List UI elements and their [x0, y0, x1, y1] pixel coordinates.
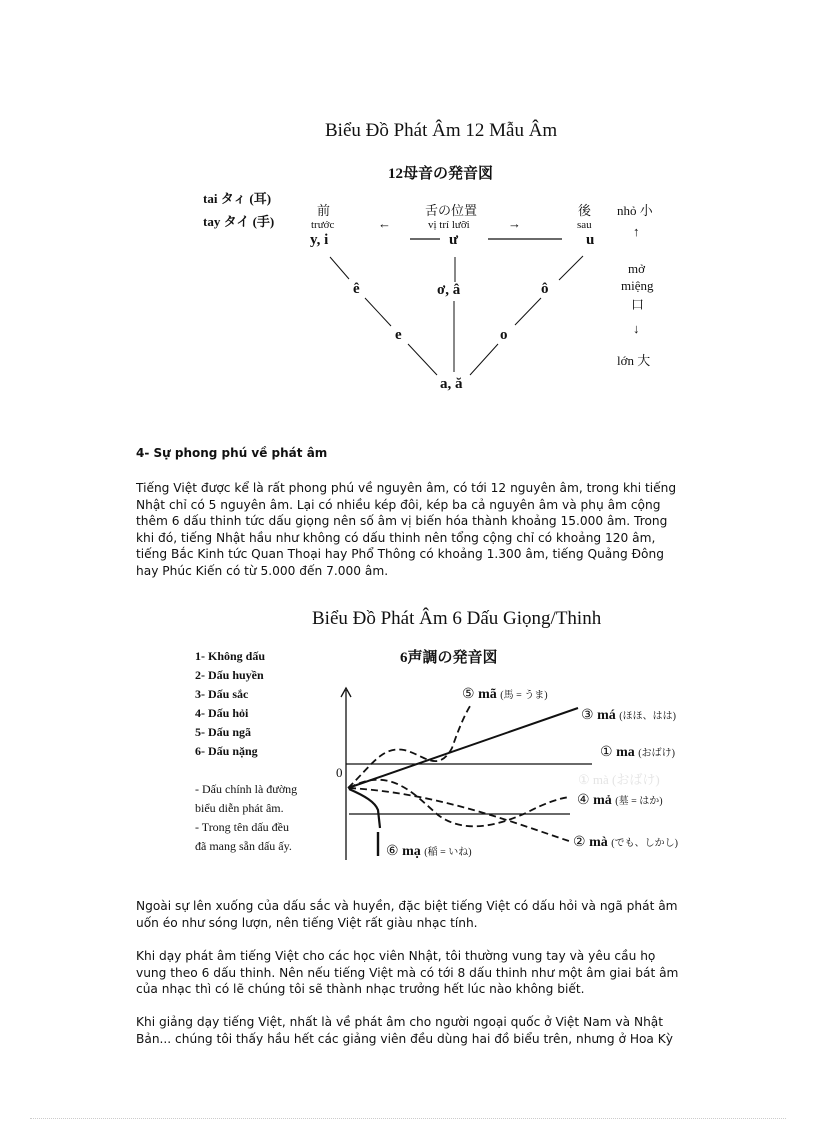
- down-arrow-icon: ↓: [633, 321, 640, 336]
- paragraph-line: thêm 6 dấu thinh tức dấu giọng nên số âm vị biến hóa thành khoảng 15.000 âm. Trong: [136, 514, 668, 528]
- legend-item: 4- Dấu hỏi: [195, 706, 249, 720]
- paragraph-line: Khi giảng dạy tiếng Việt, nhất là về phát âm cho người ngoại quốc ở Việt Nam và Nhật: [136, 1015, 664, 1029]
- note-line: biểu diễn phát âm.: [195, 801, 284, 815]
- arrow-right-icon: →: [508, 216, 521, 231]
- closing-paragraph-1: [136, 898, 756, 931]
- note-line: - Trong tên dấu đều: [195, 820, 289, 834]
- paragraph-line: Khi dạy phát âm tiếng Việt cho các học viên Nhật, tôi thường vung tay và yêu cầu họ: [136, 949, 656, 963]
- legend-item: 5- Dấu ngã: [195, 725, 252, 739]
- tone-chart-subtitle: 6声調の発音図: [400, 650, 498, 666]
- vowel-o-horn-a: ơ, â: [437, 282, 461, 298]
- paragraph-line: Tiếng Việt được kể là rất phong phú về nguyên âm, có tới 12 nguyên âm, trong khi tiếng: [136, 481, 677, 495]
- up-arrow-icon: ↑: [633, 224, 640, 239]
- legend-item: 3- Dấu sắc: [195, 687, 249, 701]
- tone-chart-title: Biểu Đồ Phát Âm 6 Dấu Giọng/Thinh: [312, 608, 602, 629]
- vowel-o-circumflex: ô: [541, 281, 549, 297]
- back-jp-label: 後: [578, 203, 592, 218]
- tone-label-ngang: ① ma (おばけ): [600, 745, 675, 760]
- paragraph-line: Nhật chỉ có 5 nguyên âm. Lại có nhiều kép đôi, kép ba cả nguyên âm và phụ âm cộng: [136, 497, 661, 512]
- vowel-e: e: [395, 327, 402, 343]
- mouth-open-label-2: miệng: [621, 278, 654, 293]
- section-heading: 4- Sự phong phú về phát âm: [136, 446, 328, 460]
- paragraph-line: uốn éo như sóng lượn, nên tiếng Việt rất giàu nhạc tính.: [136, 915, 478, 930]
- paragraph-line: của nhạc thì có lẽ chúng tôi sẽ thành nhạc trưởng hết lúc nào không biết.: [136, 982, 585, 996]
- tone-label-hoi: ④ mả (墓 = はか): [577, 793, 663, 808]
- side-note-tai: tai タィ (耳): [203, 191, 272, 206]
- vowel-u-horn: ư: [449, 232, 459, 248]
- mouth-large-label: lớn 大: [617, 353, 651, 368]
- legend-item: 1- Không dấu: [195, 649, 266, 663]
- legend-item: 2- Dấu huyền: [195, 668, 264, 682]
- closing-paragraph-3: [136, 1014, 756, 1047]
- vowel-a: a, ă: [440, 376, 463, 392]
- legend-item: 6- Dấu nặng: [195, 744, 258, 758]
- mouth-small-label: nhỏ 小: [617, 203, 653, 218]
- closing-paragraph-2: [136, 948, 756, 998]
- ghost-text: ① mà (おばけ): [578, 772, 660, 787]
- vowel-e-circumflex: ê: [353, 281, 360, 297]
- paragraph-line: tiếng Bắc Kinh tức Quan Thoại hay Phổ Thông có khoảng 1.300 âm, tiếng Quảng Đông: [136, 547, 664, 561]
- back-vi-label: sau: [577, 219, 592, 231]
- paragraph-line: Bản... chúng tôi thấy hầu hết các giảng viên đều dùng hai đồ biểu trên, nhưng ở Hoa Kỳ: [136, 1031, 673, 1046]
- vowel-y-i: y, i: [310, 232, 329, 248]
- paragraph-line: Ngoài sự lên xuống của dấu sắc và huyền, đặc biệt tiếng Việt có dấu hỏi và ngã phát âm: [136, 899, 678, 913]
- vowel-o: o: [500, 327, 508, 343]
- vowel-u: u: [586, 232, 595, 248]
- page-bottom-divider: [30, 1118, 786, 1119]
- tone-label-nang: ⑥ mạ (稲 = いね): [386, 844, 472, 859]
- arrow-left-icon: ←: [378, 216, 391, 231]
- tongue-jp-label: 舌の位置: [425, 203, 478, 218]
- tone-label-nga: ⑤ mã (馬 = うま): [462, 687, 548, 702]
- vowel-chart-subtitle: 12母音の発音図: [388, 166, 494, 182]
- tone-label-huyen: ② mà (でも、しかし): [573, 835, 678, 850]
- front-jp-label: 前: [317, 203, 331, 218]
- note-line: - Dấu chính là đường: [195, 782, 298, 796]
- paragraph-line: khi đó, tiếng Nhật hầu như không có dấu thinh nên tổng cộng chỉ có khoảng 120 âm,: [136, 530, 656, 545]
- paragraph-line: hay Phúc Kiến có từ 5.000 đến 7.000 âm.: [136, 563, 389, 578]
- side-note-tay: tay タイ (手): [203, 214, 275, 229]
- mouth-open-jp: 口: [631, 297, 645, 312]
- tone-label-sac: ③ má (ほほ、はは): [581, 708, 676, 723]
- note-line: đã mang sẵn dấu ấy.: [195, 839, 292, 853]
- tongue-vi-label: vị trí lưỡi: [428, 219, 470, 231]
- paragraph-line: vung theo 6 dấu thinh. Nên nếu tiếng Việt mà có tới 8 dấu thinh như một âm giai bát âm: [136, 965, 679, 980]
- origin-label: 0: [336, 765, 343, 780]
- front-vi-label: trước: [311, 219, 335, 231]
- vowel-chart-title: Biểu Đồ Phát Âm 12 Mẫu Âm: [325, 120, 558, 141]
- mouth-open-label-1: mở: [628, 261, 645, 276]
